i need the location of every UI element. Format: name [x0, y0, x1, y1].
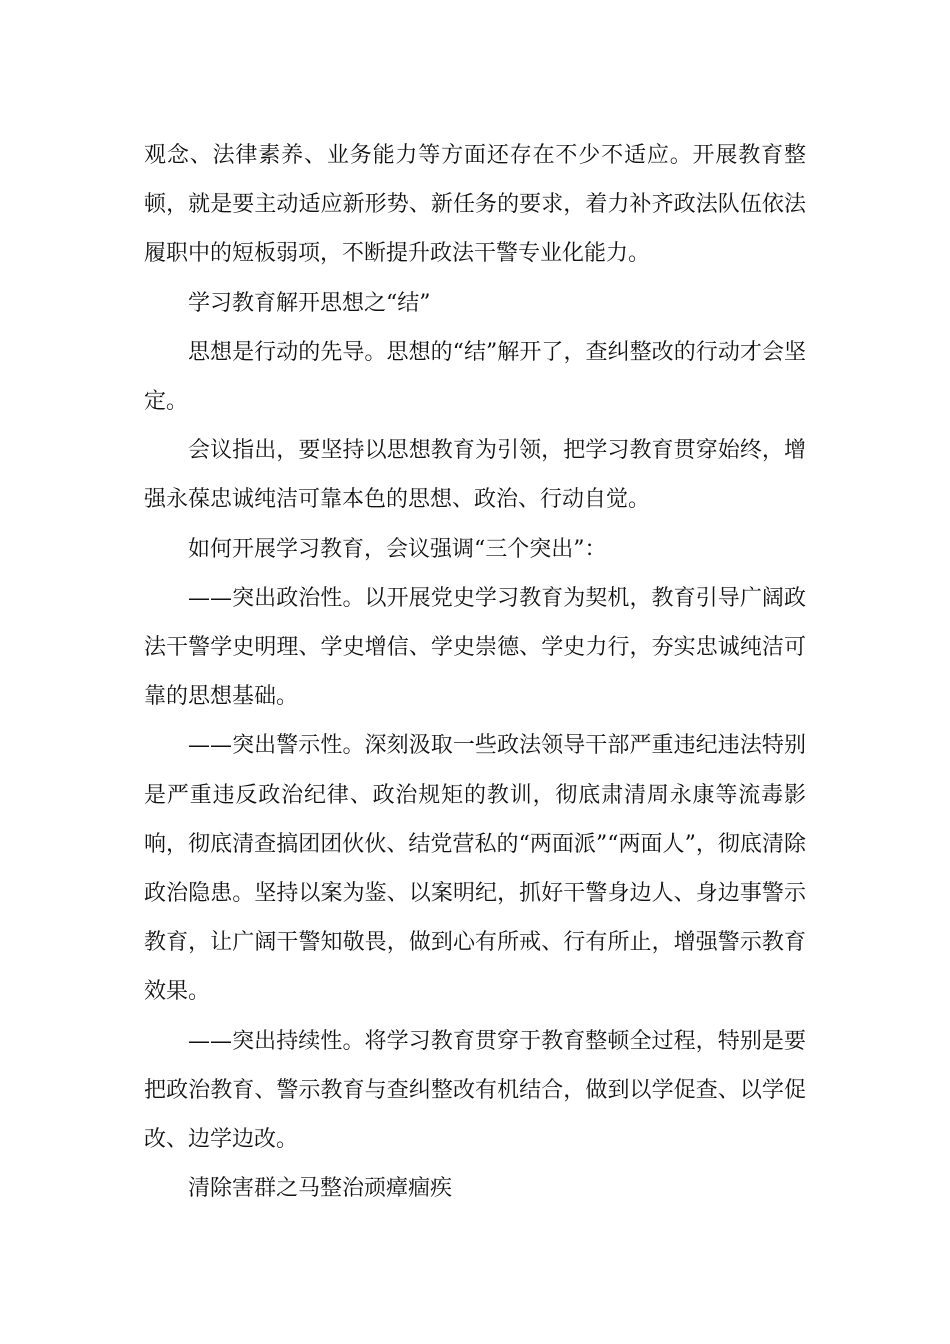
- paragraph-warning: ——突出警示性。深刻汲取一些政法领导干部严重违纪违法特别是严重违反政治纪律、政治规矩的教训，彻底肃清周永康等流毒影响，彻底清查搞团团伙伙、结党营私的“两面派”“两面人”，彻底清除政治隐患。坚持以案为鉴、以案明纪，抓好干警身边人、身边事警示教育，让广阔干警知敬畏，做到心有所戒、行有所止，增强警示教育效果。: [144, 733, 806, 1005]
- paragraph-continuity: ——突出持续性。将学习教育贯穿于教育整顿全过程，特别是要把政治教育、警示教育与查纠整改有机结合，做到以学促查、以学促改、边学边改。: [144, 1028, 806, 1153]
- paragraph-three-highlights: 如何开展学习教育，会议强调“三个突出”：: [188, 536, 607, 562]
- paragraph-thought-guide: 思想是行动的先导。思想的“结”解开了，查纠整改的行动才会坚定。: [144, 339, 806, 415]
- paragraph-meeting-points: 会议指出，要坚持以思想教育为引领，把学习教育贯穿始终，增强永葆忠诚纯洁可靠本色的思想、政治、行动自觉。: [144, 438, 806, 513]
- section-heading-rectification: 清除害群之马整治顽瘴痼疾: [188, 1176, 453, 1202]
- document-body: [144, 131, 806, 1213]
- paragraph-continued: 观念、法律素养、业务能力等方面还存在不少不适应。开展教育整顿，就是要主动适应新形势、新任务的要求，着力补齐政法队伍依法履职中的短板弱项，不断提升政法干警专业化能力。: [144, 143, 806, 267]
- section-heading-study-education: 学习教育解开思想之“结”: [188, 290, 431, 316]
- paragraph-political: ——突出政治性。以开展党史学习教育为契机，教育引导广阔政法干警学史明理、学史增信、学史崇德、学史力行，夯实忠诚纯洁可靠的思想基础。: [144, 585, 806, 710]
